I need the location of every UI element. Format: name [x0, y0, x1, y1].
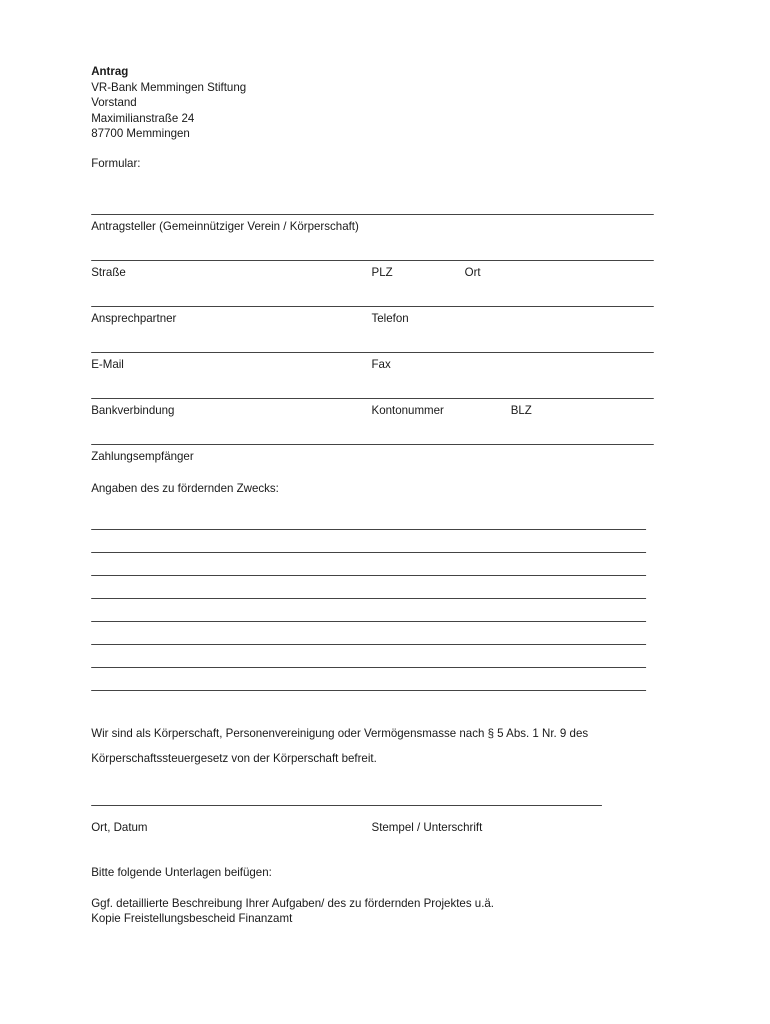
phone-label: Telefon	[371, 311, 409, 325]
address-line: 87700 Memmingen	[91, 126, 190, 140]
declaration-line-1: Wir sind als Körperschaft, Personenvereinigung oder Vermögensmasse nach § 5 Abs. 1 Nr. 9 des	[91, 726, 589, 740]
purpose-line[interactable]	[91, 598, 646, 599]
purpose-line[interactable]	[91, 667, 646, 668]
street-label: Straße	[91, 265, 126, 279]
address-line: Vorstand	[91, 95, 137, 109]
purpose-line[interactable]	[91, 552, 646, 553]
purpose-line[interactable]	[91, 575, 646, 576]
attachments-label: Bitte folgende Unterlagen beifügen:	[91, 865, 272, 879]
applicant-label: Antragsteller (Gemeinnütziger Verein / Körperschaft)	[91, 219, 359, 233]
address-line-input[interactable]	[91, 260, 654, 261]
contact-line[interactable]	[91, 306, 654, 307]
bank-label: Bankverbindung	[91, 403, 175, 417]
place-date-label: Ort, Datum	[91, 820, 148, 834]
address-block	[91, 64, 246, 142]
document-title: Antrag	[91, 64, 129, 78]
address-line: Maximilianstraße 24	[91, 110, 195, 125]
contact-label: Ansprechpartner	[91, 311, 177, 325]
email-label: E-Mail	[91, 357, 124, 371]
signature-line[interactable]	[91, 805, 602, 806]
form-label: Formular:	[91, 156, 141, 170]
fax-label: Fax	[371, 357, 391, 371]
blz-label: BLZ	[510, 403, 532, 417]
declaration-line-2: Körperschaftssteuergesetz von der Körperschaft befreit.	[91, 751, 377, 765]
bank-line[interactable]	[91, 398, 654, 399]
purpose-label: Angaben des zu fördernden Zwecks:	[91, 481, 279, 495]
attachment-item: Ggf. detaillierte Beschreibung Ihrer Aufgaben/ des zu fördernden Projektes u.ä.	[91, 896, 495, 910]
stamp-signature-label: Stempel / Unterschrift	[371, 820, 483, 834]
attachment-item: Kopie Freistellungsbescheid Finanzamt	[91, 911, 293, 925]
zip-label: PLZ	[371, 265, 393, 279]
applicant-line[interactable]	[91, 214, 654, 215]
purpose-line[interactable]	[91, 621, 646, 622]
purpose-line[interactable]	[91, 690, 646, 691]
account-label: Kontonummer	[371, 403, 444, 417]
address-line: VR-Bank Memmingen Stiftung	[91, 79, 247, 94]
email-line[interactable]	[91, 352, 654, 353]
payee-line[interactable]	[91, 444, 654, 445]
payee-label: Zahlungsempfänger	[91, 449, 194, 463]
purpose-line[interactable]	[91, 644, 646, 645]
city-label: Ort	[464, 265, 481, 279]
purpose-line[interactable]	[91, 529, 646, 530]
